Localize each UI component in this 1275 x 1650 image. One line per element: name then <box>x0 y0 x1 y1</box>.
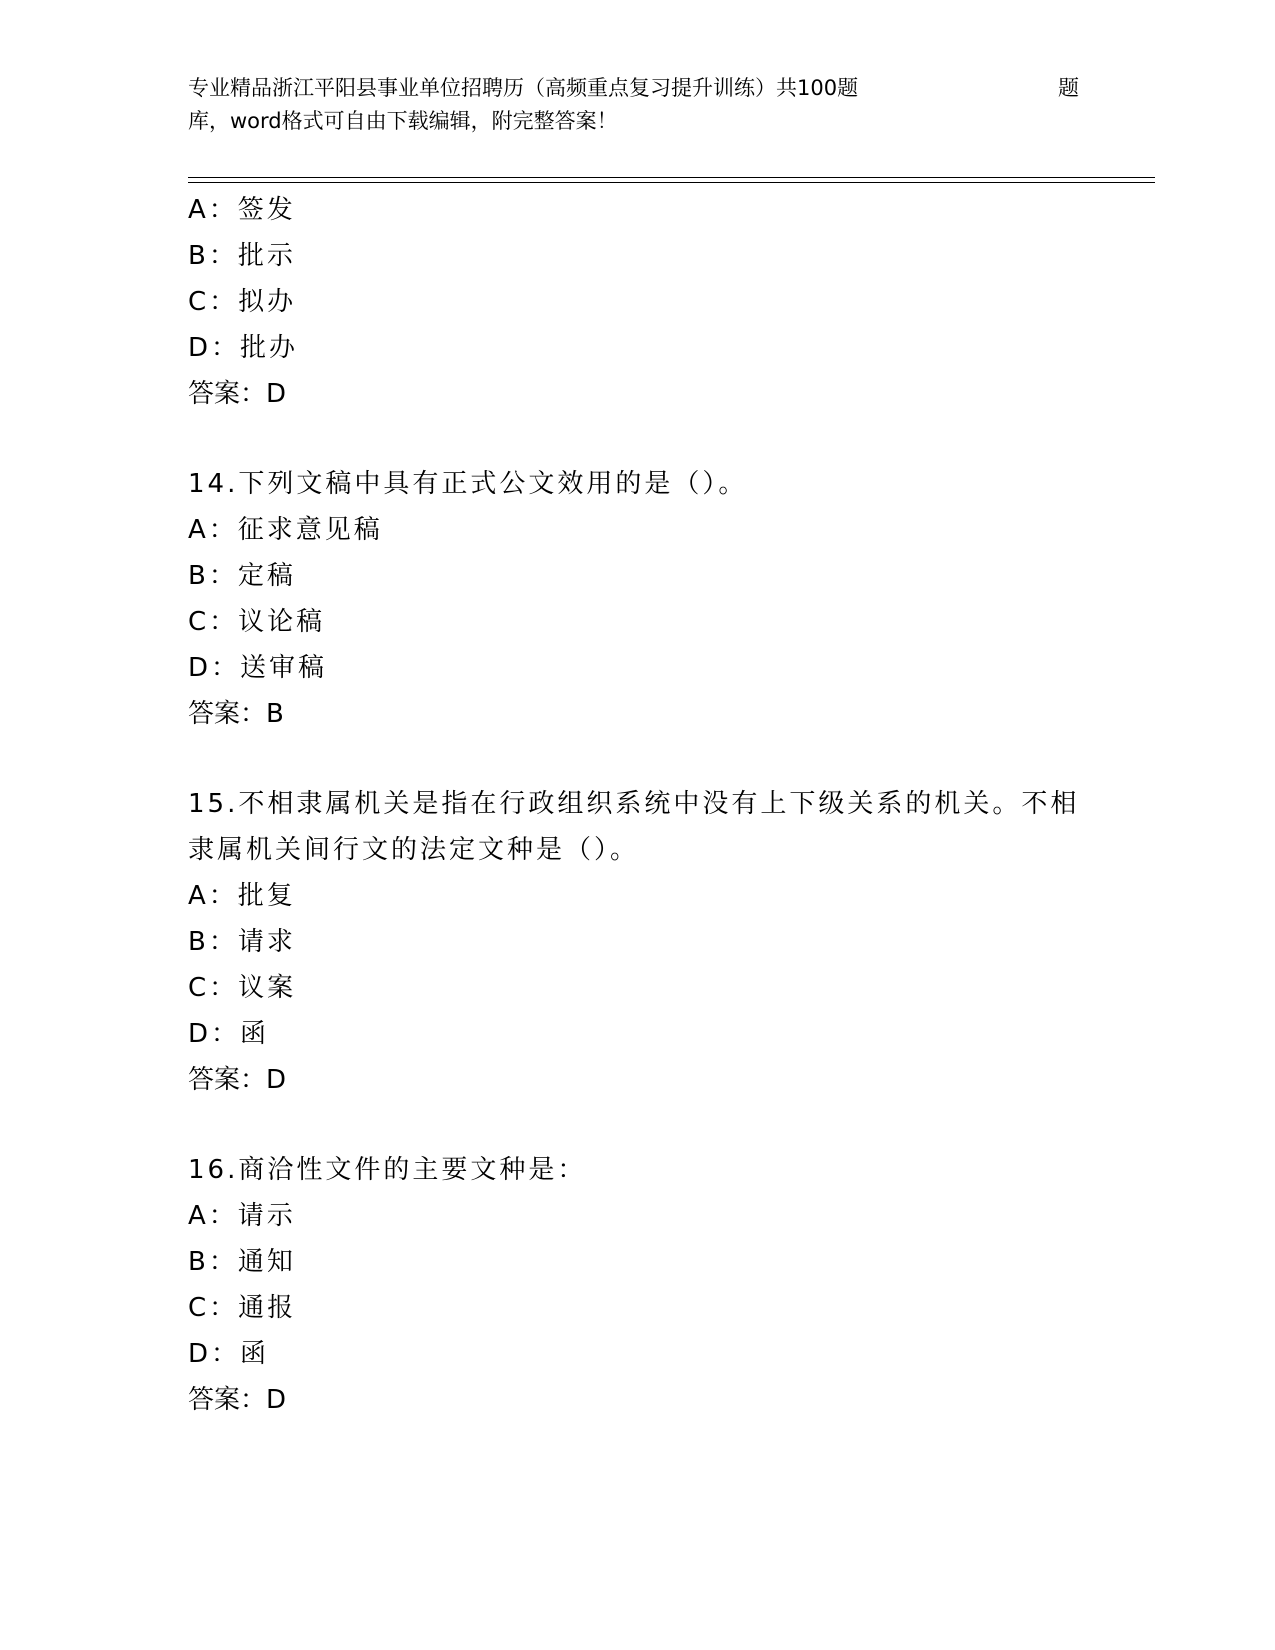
header-title-tail: 题 <box>1058 76 1079 100</box>
question-text: 14.下列文稿中具有正式公文效用的是（）。 <box>188 469 748 499</box>
option-d: D：送审稿 <box>188 653 328 683</box>
option-b: B：通知 <box>188 1247 296 1277</box>
option-a: A：签发 <box>188 195 296 225</box>
answer: 答案：D <box>188 1385 287 1415</box>
header-divider-top <box>188 177 1155 178</box>
question-13 <box>188 187 1088 417</box>
question-15 <box>188 781 1088 1103</box>
option-c: C：议案 <box>188 973 297 1003</box>
answer: 答案：D <box>188 1065 287 1095</box>
option-a: A：批复 <box>188 881 296 911</box>
document-header <box>188 72 1088 138</box>
question-text-line-2: 隶属机关间行文的法定文种是（）。 <box>188 835 640 865</box>
option-c: C：拟办 <box>188 287 297 317</box>
option-b: B：定稿 <box>188 561 296 591</box>
header-line-1 <box>188 72 1088 105</box>
option-b: B：批示 <box>188 241 296 271</box>
header-divider-bottom <box>188 182 1155 183</box>
option-d: D：函 <box>188 1019 270 1049</box>
answer: 答案：B <box>188 699 284 729</box>
option-d: D：批办 <box>188 333 299 363</box>
header-line-2: 库，word格式可自由下载编辑，附完整答案！ <box>188 109 618 133</box>
question-text: 16.商洽性文件的主要文种是： <box>188 1155 587 1185</box>
question-list <box>188 187 1088 1423</box>
spacer <box>188 417 1088 461</box>
option-c: C：通报 <box>188 1293 297 1323</box>
spacer <box>188 737 1088 781</box>
spacer <box>188 1103 1088 1147</box>
option-a: A：征求意见稿 <box>188 515 383 545</box>
answer: 答案：D <box>188 379 287 409</box>
option-c: C：议论稿 <box>188 607 326 637</box>
option-d: D：函 <box>188 1339 270 1369</box>
option-a: A：请示 <box>188 1201 296 1231</box>
header-title-text: 专业精品浙江平阳县事业单位招聘历（高频重点复习提升训练）共100题 <box>188 76 859 100</box>
option-b: B：请求 <box>188 927 296 957</box>
question-text-line-1: 15.不相隶属机关是指在行政组织系统中没有上下级关系的机关。不相 <box>188 789 1080 819</box>
question-16 <box>188 1147 1088 1423</box>
question-14 <box>188 461 1088 737</box>
